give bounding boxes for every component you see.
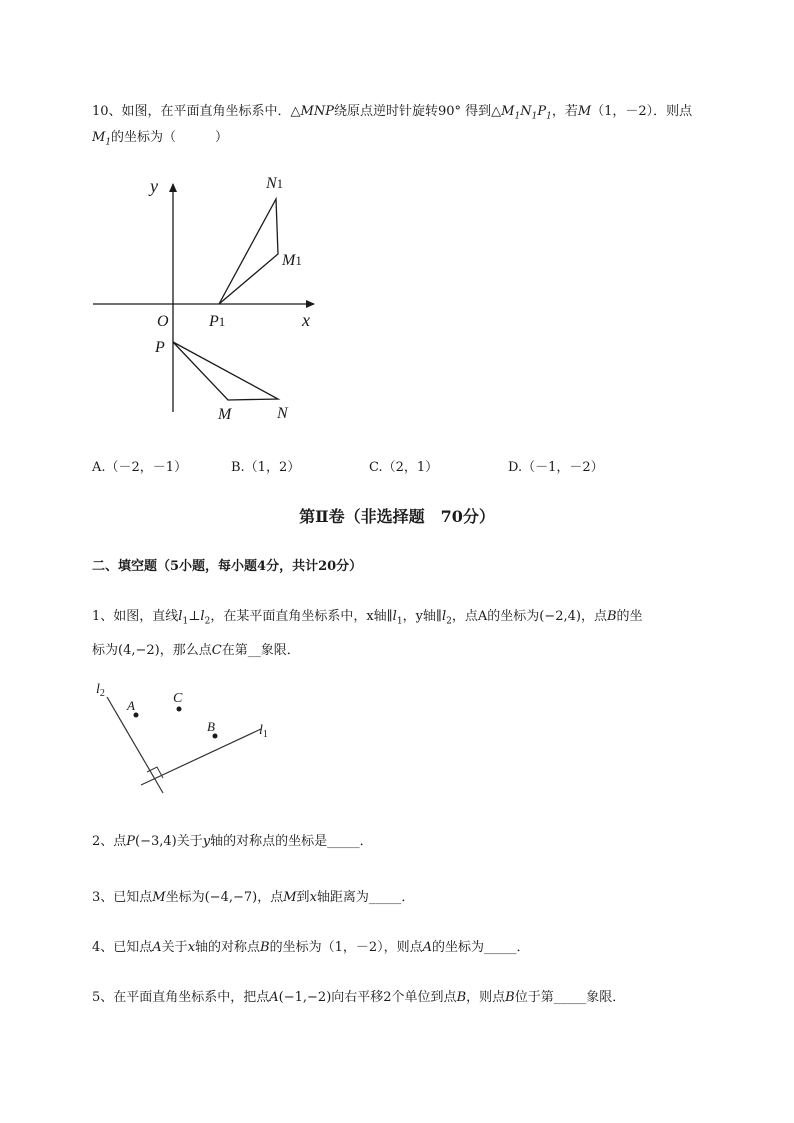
part-2-title: 第Ⅱ卷（非选择题 70分） <box>299 507 495 526</box>
q10-m1-b: M <box>92 130 106 145</box>
a-label: A <box>127 698 135 713</box>
q3-line: 3、已知点M坐标为(−4,−7)，点M到x轴距离为_____． <box>92 890 415 905</box>
q10-n1: N <box>520 104 532 119</box>
q10-m1-b-sub: 1 <box>105 137 112 148</box>
q10-m1: M <box>501 104 515 119</box>
q5-line: 5、在平面直角坐标系中，把点A(−1,−2)向右平移2个单位到点B，则点B位于第_____象限． <box>92 990 626 1005</box>
q4-line: 4、已知点A关于x轴的对称点B的坐标为（1，－2），则点A的坐标为_____． <box>92 940 530 955</box>
p1-label: P1 <box>209 313 226 330</box>
x-axis-label: x <box>302 310 310 330</box>
option-c: C.（2，1） <box>369 460 439 475</box>
c-label: C <box>173 691 183 706</box>
q10-triangle-mnp: MNP <box>300 104 334 119</box>
q10-text-mid: 绕原点逆时针旋转90° 得到△ <box>333 104 502 119</box>
q10-n1-sub: 1 <box>531 111 538 122</box>
option-b: B.（1，2） <box>231 460 301 475</box>
l1-label: $l_1$ <box>259 723 268 740</box>
q10-m: M <box>577 104 592 119</box>
section-title: 二、填空题（5小题，每小题4分，共计20分） <box>92 559 363 574</box>
q1-line-2: 标为(4,−2)，那么点C在第__象限． <box>92 643 300 658</box>
origin-label: O <box>157 313 169 330</box>
q10-text-mid2: ，若 <box>551 104 578 119</box>
q10-coord: （1，－2）．则点 <box>591 104 693 119</box>
m-label: M <box>218 406 232 423</box>
q2-line: 2、点P(−3,4)关于y轴的对称点的坐标是_____． <box>92 834 373 849</box>
p-label: P <box>155 339 165 356</box>
triangle-mnp <box>173 342 278 400</box>
q10-text-pre: 10、如图，在平面直角坐标系中．△ <box>92 104 301 119</box>
n1-label: N1 <box>266 175 284 192</box>
n-label: N <box>277 405 288 422</box>
option-d: D.（－1，－2） <box>508 460 604 475</box>
l2-label: $l_2$ <box>96 682 105 699</box>
line-l1 <box>141 729 261 785</box>
point-c <box>177 707 182 712</box>
q1-line-1: 1、如图，直线$l_1\perp l_2$，在某平面直角坐标系中，x轴$\parallel l_1$，y轴$\parallel l_2$，点A的坐标为(−2,4)，点B的坐 <box>92 609 643 627</box>
y-axis-label: y <box>150 176 158 196</box>
m1-label: M1 <box>282 252 302 269</box>
q10-line2-rest: 的坐标为（ ） <box>111 130 229 145</box>
q10-p1: P <box>537 104 547 119</box>
point-a <box>134 713 139 718</box>
q10-m1-sub: 1 <box>514 111 521 122</box>
option-a: A.（－2，－1） <box>92 460 188 475</box>
q10-p1-sub: 1 <box>546 111 552 122</box>
triangle-m1n1p1 <box>219 199 278 304</box>
point-b <box>213 734 218 739</box>
b-label: B <box>207 719 215 734</box>
